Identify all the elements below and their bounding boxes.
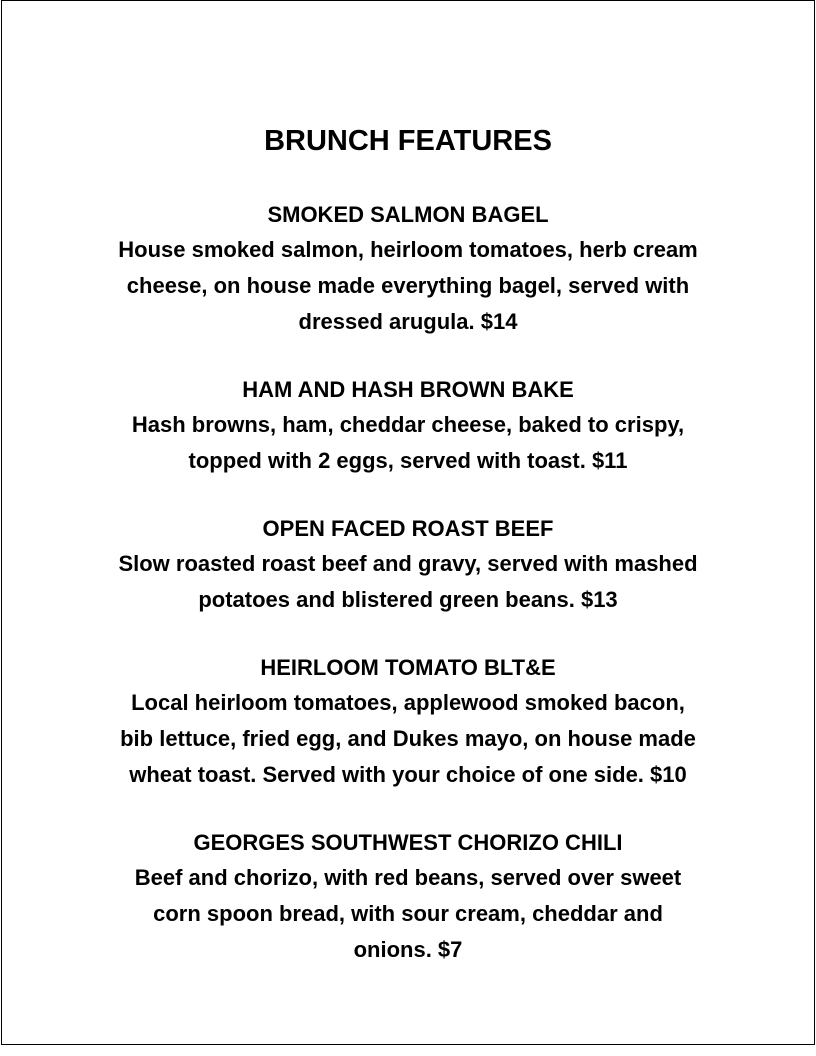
menu-item-name: HAM AND HASH BROWN BAKE	[242, 377, 574, 402]
menu-item-southwest-chorizo-chili	[58, 825, 758, 968]
menu-item-description-line: Slow roasted roast beef and gravy, served with mashed	[118, 551, 698, 576]
menu-item-smoked-salmon-bagel	[58, 197, 758, 340]
menu-item-name: HEIRLOOM TOMATO BLT&E	[260, 655, 556, 680]
menu-item-description-line: topped with 2 eggs, served with toast. $11	[188, 448, 628, 473]
menu-item-description-line: onions. $7	[353, 937, 463, 962]
menu-item-name: OPEN FACED ROAST BEEF	[262, 516, 554, 541]
menu-title: BRUNCH FEATURES	[264, 125, 552, 157]
menu-item-description-line: wheat toast. Served with your choice of one side. $10	[129, 762, 687, 787]
menu-item-ham-hash-brown-bake	[58, 372, 758, 479]
menu-item-description-line: potatoes and blistered green beans. $13	[198, 587, 618, 612]
menu-page	[1, 0, 815, 1045]
menu-item-description-line: bib lettuce, fried egg, and Dukes mayo, on house made	[120, 726, 696, 751]
menu-item-heirloom-tomato-blte	[58, 650, 758, 793]
menu-content	[2, 121, 814, 1000]
menu-item-description-line: cheese, on house made everything bagel, served with	[126, 273, 690, 298]
menu-item-description-line: corn spoon bread, with sour cream, cheddar and	[153, 901, 663, 926]
menu-item-description-line: House smoked salmon, heirloom tomatoes, herb cream	[118, 237, 698, 262]
menu-item-name: SMOKED SALMON BAGEL	[267, 202, 549, 227]
menu-item-name: GEORGES SOUTHWEST CHORIZO CHILI	[193, 830, 623, 855]
menu-item-open-faced-roast-beef	[58, 511, 758, 618]
menu-item-description-line: dressed arugula. $14	[298, 309, 518, 334]
menu-item-description-line: Beef and chorizo, with red beans, served over sweet	[134, 865, 682, 890]
menu-item-description-line: Local heirloom tomatoes, applewood smoked bacon,	[131, 690, 685, 715]
menu-item-description-line: Hash browns, ham, cheddar cheese, baked to crispy,	[131, 412, 685, 437]
